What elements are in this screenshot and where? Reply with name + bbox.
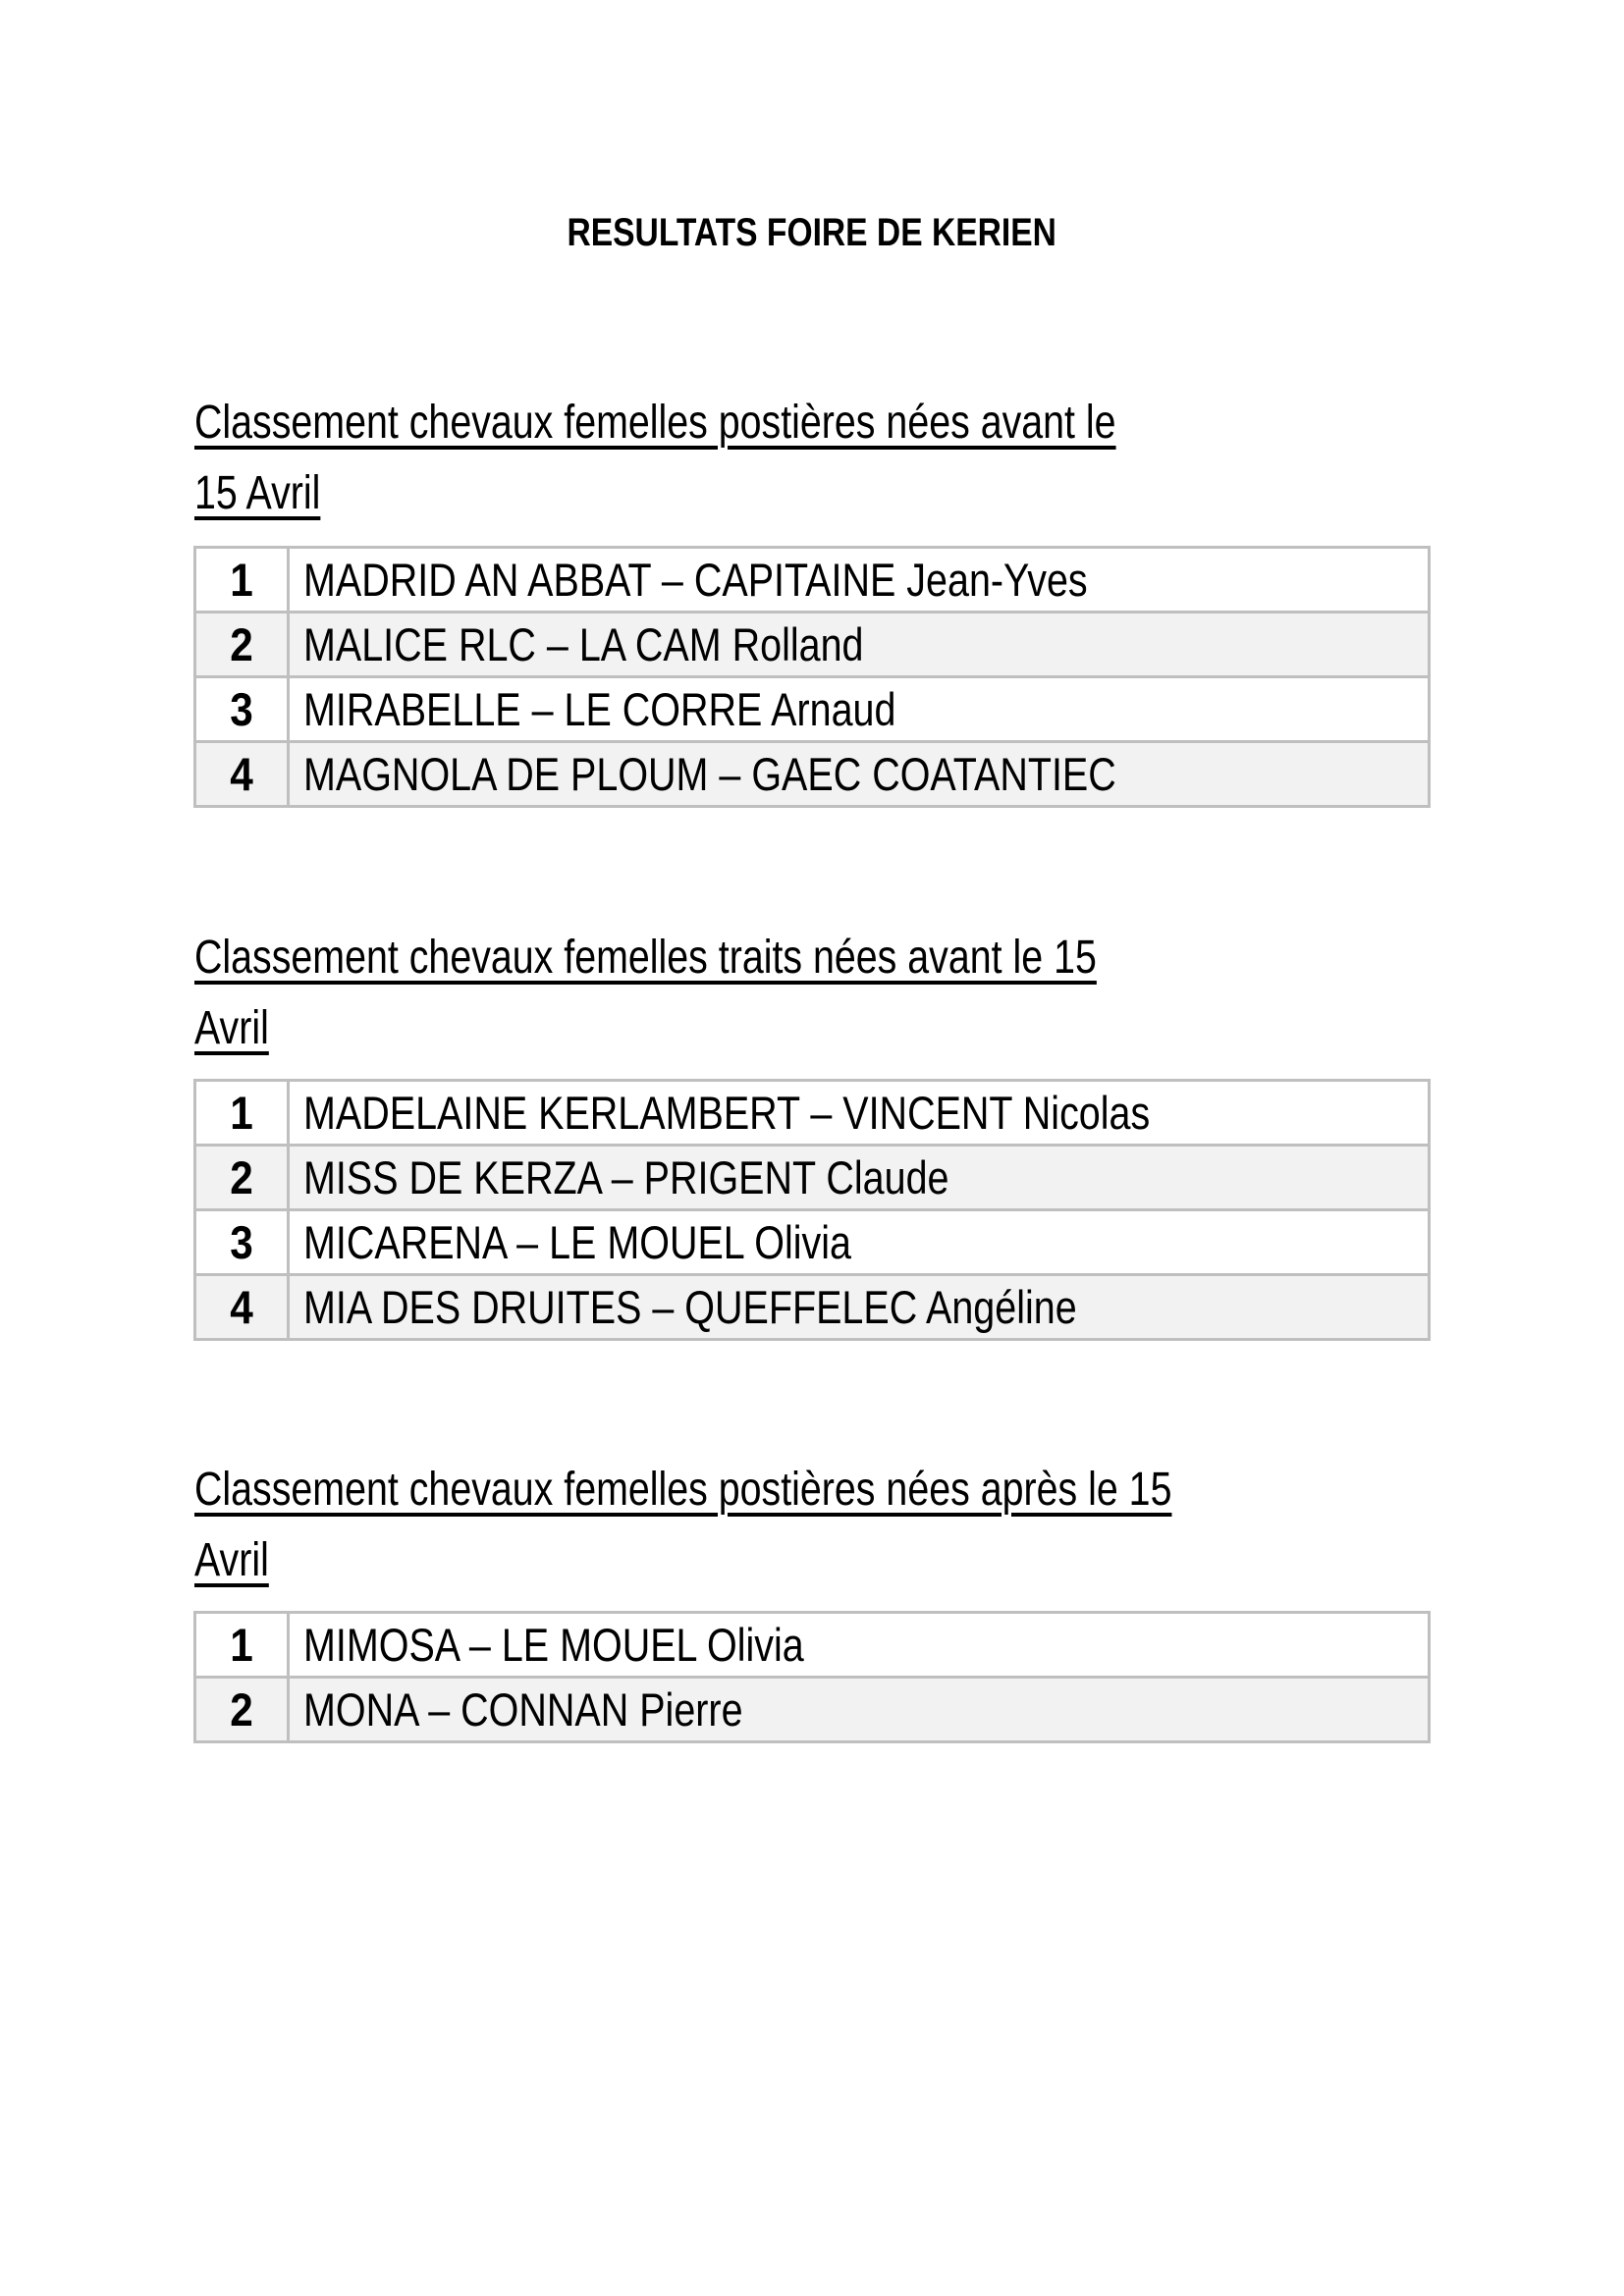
rank-value: 4 <box>230 748 253 800</box>
rank-cell <box>195 548 289 613</box>
entry-cell <box>289 677 1430 742</box>
entry-cell <box>289 1210 1430 1275</box>
rank-cell <box>195 613 289 677</box>
entry-cell <box>289 1146 1430 1210</box>
section-heading-postieres-apres <box>194 1455 1569 1596</box>
entry-value: MAGNOLA DE PLOUM – GAEC COATANTIEC <box>303 748 1116 800</box>
entry-cell <box>289 742 1430 807</box>
rank-value: 1 <box>230 1087 253 1139</box>
section-heading-traits-avant <box>194 923 1569 1064</box>
rank-cell <box>195 1146 289 1210</box>
entry-cell <box>289 613 1430 677</box>
results-table-postieres-apres <box>193 1611 1431 1743</box>
table-row <box>195 1210 1430 1275</box>
heading-line: Classement chevaux femelles postières nées avant le <box>194 397 1116 449</box>
entry-cell <box>289 1275 1430 1340</box>
results-table-traits-avant <box>193 1079 1431 1341</box>
table-row <box>195 613 1430 677</box>
heading-line: Classement chevaux femelles traits nées avant le 15 <box>194 932 1097 984</box>
entry-value: MICARENA – LE MOUEL Olivia <box>303 1216 851 1268</box>
entry-cell <box>289 1678 1430 1742</box>
entry-value: MADRID AN ABBAT – CAPITAINE Jean-Yves <box>303 554 1088 606</box>
rank-value: 3 <box>230 1216 253 1268</box>
entry-value: MIRABELLE – LE CORRE Arnaud <box>303 683 896 735</box>
table-row <box>195 1081 1430 1146</box>
rank-value: 3 <box>230 683 253 735</box>
heading-line: 15 Avril <box>194 467 321 519</box>
entry-value: MALICE RLC – LA CAM Rolland <box>303 618 864 670</box>
rank-value: 2 <box>230 1151 253 1203</box>
entry-value: MIA DES DRUITES – QUEFFELEC Angéline <box>303 1281 1077 1333</box>
rank-value: 1 <box>230 554 253 606</box>
heading-line: Avril <box>194 1534 269 1586</box>
rank-cell <box>195 1613 289 1678</box>
rank-cell <box>195 1081 289 1146</box>
rank-value: 2 <box>230 618 253 670</box>
results-table-postieres-avant <box>193 546 1431 808</box>
rank-cell <box>195 1678 289 1742</box>
table-row <box>195 742 1430 807</box>
table-row <box>195 548 1430 613</box>
table-row <box>195 1678 1430 1742</box>
entry-value: MONA – CONNAN Pierre <box>303 1683 743 1735</box>
entry-value: MIMOSA – LE MOUEL Olivia <box>303 1619 804 1671</box>
table-row <box>195 1275 1430 1340</box>
rank-cell <box>195 1275 289 1340</box>
rank-cell <box>195 677 289 742</box>
entry-cell <box>289 1081 1430 1146</box>
rank-cell <box>195 742 289 807</box>
rank-value: 2 <box>230 1683 253 1735</box>
table-row <box>195 1613 1430 1678</box>
rank-value: 4 <box>230 1281 253 1333</box>
document-title <box>0 208 1624 257</box>
rank-value: 1 <box>230 1619 253 1671</box>
section-heading-postieres-avant <box>194 388 1569 529</box>
document-title-text: RESULTATS FOIRE DE KERIEN <box>567 211 1057 254</box>
entry-cell <box>289 1613 1430 1678</box>
table-row <box>195 677 1430 742</box>
heading-line: Classement chevaux femelles postières nées après le 15 <box>194 1464 1172 1516</box>
entry-value: MISS DE KERZA – PRIGENT Claude <box>303 1151 949 1203</box>
rank-cell <box>195 1210 289 1275</box>
heading-line: Avril <box>194 1002 269 1054</box>
entry-value: MADELAINE KERLAMBERT – VINCENT Nicolas <box>303 1087 1151 1139</box>
entry-cell <box>289 548 1430 613</box>
table-row <box>195 1146 1430 1210</box>
